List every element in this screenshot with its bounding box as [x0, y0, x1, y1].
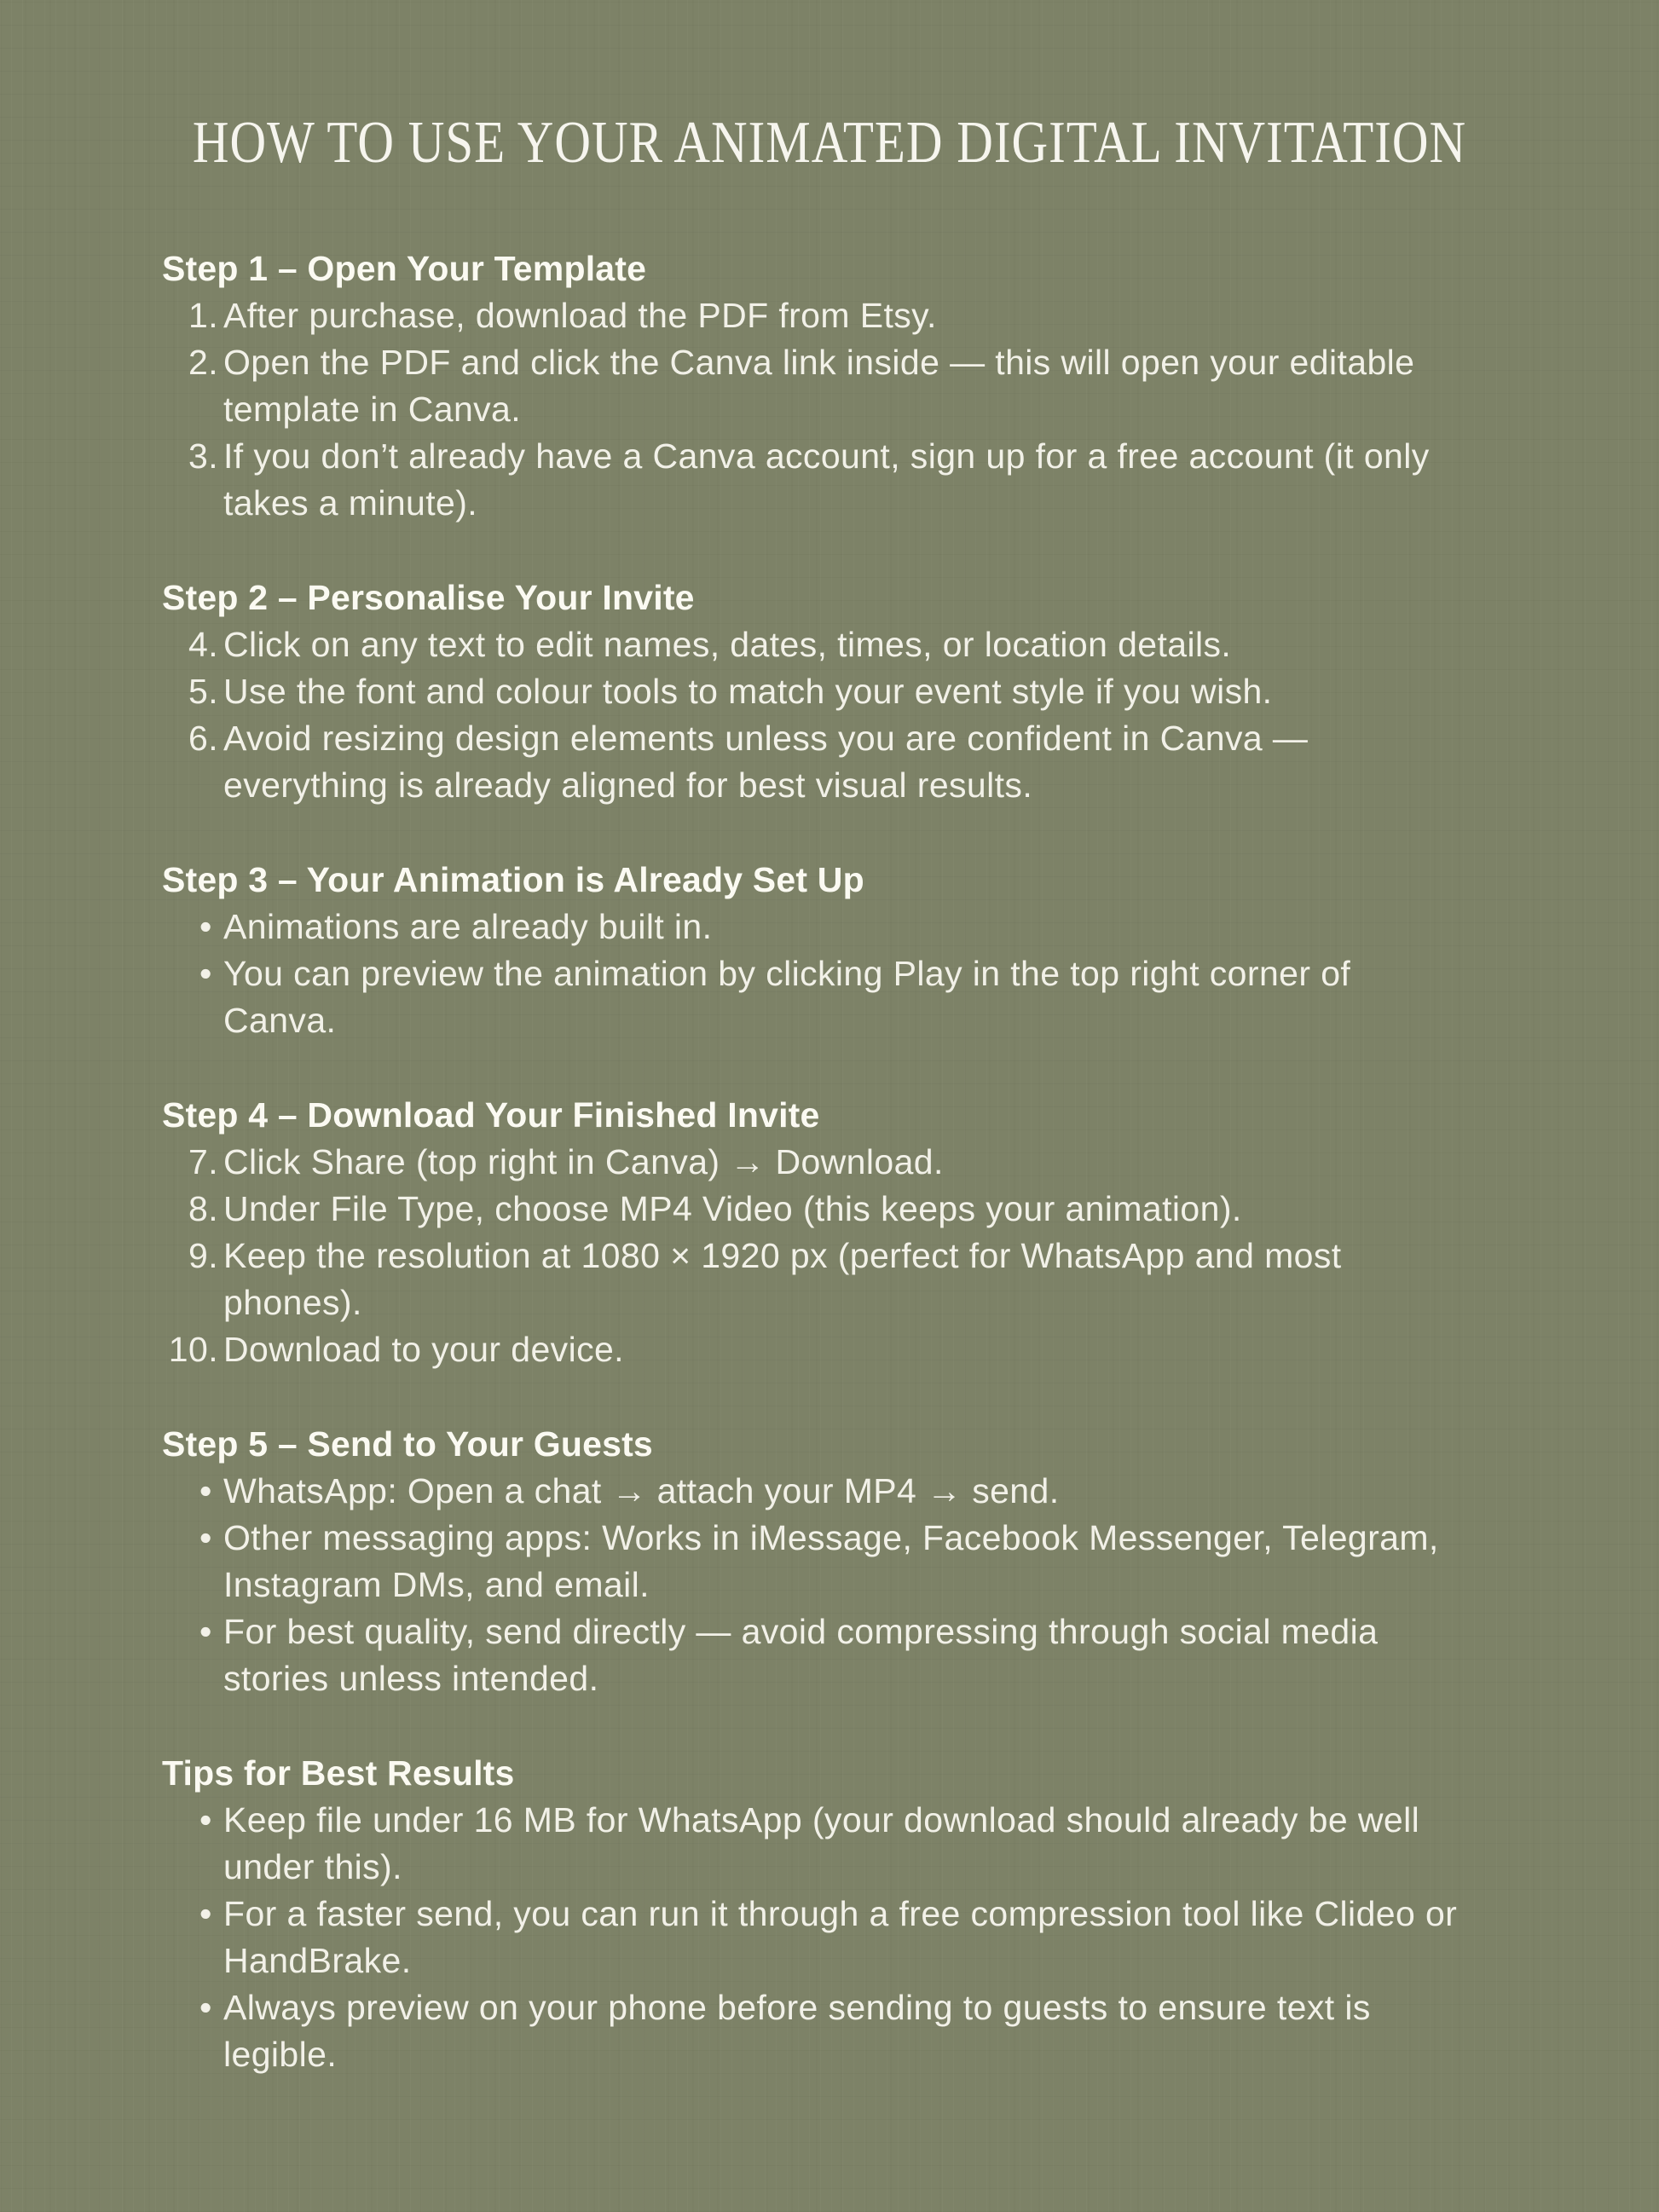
step-2-heading: Step 2 – Personalise Your Invite [162, 578, 695, 617]
step-2-list [162, 621, 1468, 809]
step-5-list [162, 1468, 1468, 1702]
step-5-item-1: • WhatsApp: Open a chat → attach your MP4 → send. [162, 1468, 1468, 1515]
step-2-item-3: 6. Avoid resizing design elements unless you are confident in Canva — everything is already aligned for best visual results. [162, 715, 1468, 809]
step-5-item-3: • For best quality, send directly — avoid compressing through social media stories unless intended. [162, 1608, 1468, 1702]
step-1-section [162, 245, 1468, 527]
step-1-list [162, 292, 1468, 527]
step-5-heading: Step 5 – Send to Your Guests [162, 1424, 653, 1464]
tips-item-1: • Keep file under 16 MB for WhatsApp (your download should already be well under this). [162, 1797, 1468, 1891]
step-3-heading: Step 3 – Your Animation is Already Set Up [162, 860, 864, 899]
step-3-item-2: • You can preview the animation by clicking Play in the top right corner of Canva. [162, 950, 1468, 1044]
step-4-item-3: 9. Keep the resolution at 1080 × 1920 px (perfect for WhatsApp and most phones). [162, 1233, 1468, 1326]
step-3-section [162, 857, 1468, 1044]
step-2-item-2: 5. Use the font and colour tools to match your event style if you wish. [162, 668, 1468, 715]
step-2-section [162, 575, 1468, 809]
page-title: HOW TO USE YOUR ANIMATED DIGITAL INVITATION [192, 108, 1467, 176]
tips-item-2: • For a faster send, you can run it through a free compression tool like Clideo or HandBrake. [162, 1891, 1468, 1984]
tips-list [162, 1797, 1468, 2078]
step-5-section [162, 1421, 1468, 1702]
tips-section [162, 1750, 1468, 2078]
step-4-item-2: 8. Under File Type, choose MP4 Video (this keeps your animation). [162, 1186, 1468, 1233]
tips-item-3: • Always preview on your phone before sending to guests to ensure text is legible. [162, 1984, 1468, 2078]
step-4-section [162, 1092, 1468, 1373]
step-4-heading: Step 4 – Download Your Finished Invite [162, 1095, 820, 1135]
tips-heading: Tips for Best Results [162, 1753, 515, 1793]
step-3-item-1: • Animations are already built in. [162, 904, 1468, 950]
step-4-item-4: 10. Download to your device. [162, 1326, 1468, 1373]
step-4-item-1: 7. Click Share (top right in Canva) → Download. [162, 1139, 1468, 1186]
step-1-item-2: 2. Open the PDF and click the Canva link inside — this will open your editable template in Canva. [162, 339, 1468, 433]
step-3-list [162, 904, 1468, 1044]
step-1-heading: Step 1 – Open Your Template [162, 249, 647, 288]
step-1-item-3: 3. If you don’t already have a Canva account, sign up for a free account (it only takes a minute). [162, 433, 1468, 527]
step-1-item-1: 1. After purchase, download the PDF from Etsy. [162, 292, 1468, 339]
sections-container [162, 245, 1468, 2078]
step-5-item-2: • Other messaging apps: Works in iMessage, Facebook Messenger, Telegram, Instagram DMs, and email. [162, 1515, 1468, 1608]
step-4-list [162, 1139, 1468, 1373]
step-2-item-1: 4. Click on any text to edit names, dates, times, or location details. [162, 621, 1468, 668]
